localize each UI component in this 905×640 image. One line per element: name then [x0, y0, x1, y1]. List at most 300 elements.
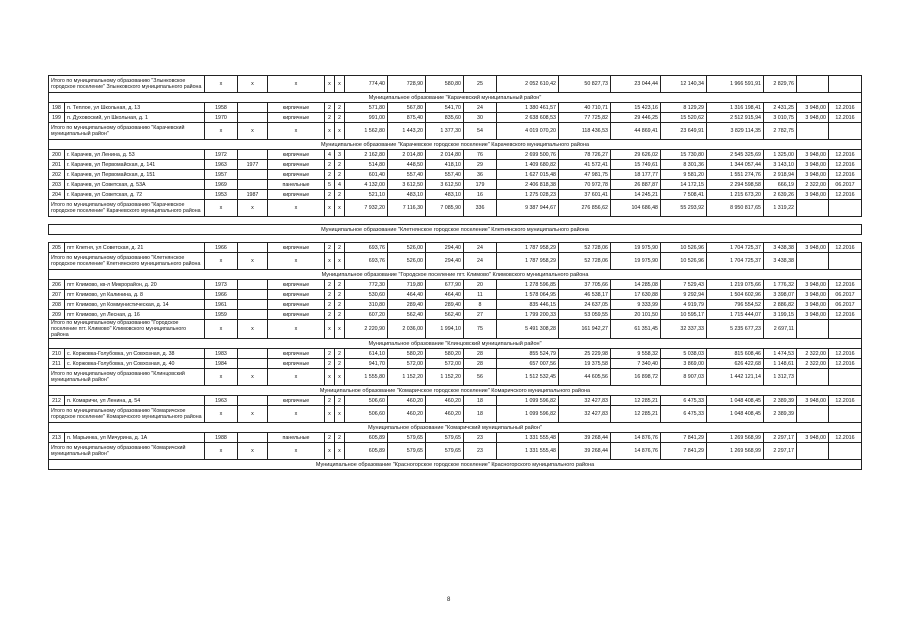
section-header-row: [49, 339, 862, 349]
table-cell: 14 876,76: [611, 443, 661, 460]
table-cell: кирпичные: [268, 396, 325, 406]
table-cell: 3 398,07: [764, 290, 797, 300]
section-header-row: [49, 270, 862, 280]
table-cell: 3 948,00: [797, 160, 829, 170]
table-cell: 2: [335, 300, 345, 310]
address-cell: п. Духовоский, ул Школьная, д. 1: [65, 113, 205, 123]
table-cell: 7 085,90: [426, 200, 464, 217]
table-cell: 580,80: [426, 76, 464, 93]
table-row: [49, 160, 862, 170]
table-cell: 12.2016: [829, 150, 862, 160]
table-cell: 605,89: [345, 433, 388, 443]
table-cell: кирпичные: [268, 113, 325, 123]
section-header-row: [49, 93, 862, 103]
table-cell: x: [325, 320, 335, 339]
table-cell: 12.2016: [829, 243, 862, 253]
subtotal-label: Итого по муниципальному образованию "Городское поселение пгт. Климово" Климовского муниципального района: [49, 320, 205, 339]
table-cell: 1963: [205, 396, 238, 406]
table-cell: 5: [325, 180, 335, 190]
table-cell: 7 932,20: [345, 200, 388, 217]
table-cell: 1987: [238, 190, 268, 200]
address-cell: пгт Климово, ул Коммунистическая, д. 14: [65, 300, 205, 310]
table-cell: 1 275 028,23: [497, 190, 559, 200]
subtotal-label: Итого по муниципальному образованию "Клетнянское городское поселение" Клетнянского муниципального района: [49, 253, 205, 270]
table-cell: 1 551 274,76: [707, 170, 764, 180]
table-cell: 29 446,25: [611, 113, 661, 123]
table-cell: 1 443,20: [388, 123, 426, 140]
table-cell: [829, 443, 862, 460]
table-cell: 54: [464, 123, 497, 140]
table-cell: 10 595,17: [661, 310, 707, 320]
table-cell: x: [238, 320, 268, 339]
table-cell: 78 726,27: [559, 150, 611, 160]
table-cell: 1 380 461,57: [497, 103, 559, 113]
table-cell: 506,60: [345, 406, 388, 423]
table-cell: 855 524,79: [497, 349, 559, 359]
table-cell: [238, 290, 268, 300]
table-cell: 1 215 673,20: [707, 190, 764, 200]
table-cell: 875,40: [388, 113, 426, 123]
table-cell: 9 558,32: [611, 349, 661, 359]
table-cell: 1 344 057,44: [707, 160, 764, 170]
table-cell: 1 787 958,29: [497, 243, 559, 253]
table-cell: 276 856,62: [559, 200, 611, 217]
table-cell: 2: [325, 433, 335, 443]
table-cell: 3 948,00: [797, 150, 829, 160]
row-number: 207: [49, 290, 65, 300]
table-cell: 2: [335, 359, 345, 369]
table-cell: 15 520,62: [661, 113, 707, 123]
address-cell: п. Комаричи, ул Ленина, д. 54: [65, 396, 205, 406]
housing-register-table: [48, 75, 862, 470]
section-title: Муниципальное образование "Комаричское городское поселение" Комаричского муниципального района: [49, 386, 862, 396]
table-cell: [797, 123, 829, 140]
table-cell: 7 529,43: [661, 280, 707, 290]
table-cell: [238, 359, 268, 369]
row-number: 209: [49, 310, 65, 320]
table-cell: 2: [325, 290, 335, 300]
table-cell: 2 886,82: [764, 300, 797, 310]
page-number: 8: [447, 597, 451, 603]
table-cell: 1 994,10: [426, 320, 464, 339]
table-cell: 24: [464, 253, 497, 270]
row-number: 204: [49, 190, 65, 200]
table-cell: 7 508,41: [661, 190, 707, 200]
table-cell: x: [268, 443, 325, 460]
table-cell: [238, 280, 268, 290]
table-cell: 626 422,68: [707, 359, 764, 369]
subtotal-row: [49, 200, 862, 217]
table-cell: 12.2016: [829, 190, 862, 200]
table-cell: [829, 76, 862, 93]
table-cell: 19 975,90: [611, 243, 661, 253]
table-cell: 614,10: [345, 349, 388, 359]
table-cell: кирпичные: [268, 150, 325, 160]
table-cell: 19 375,58: [559, 359, 611, 369]
table-cell: 36: [464, 170, 497, 180]
table-cell: 1 048 408,45: [707, 396, 764, 406]
table-cell: [238, 170, 268, 180]
table-cell: 7 841,29: [661, 443, 707, 460]
table-cell: 3 948,00: [797, 300, 829, 310]
table-cell: x: [205, 320, 238, 339]
table-cell: [238, 103, 268, 113]
table-cell: 12 285,21: [611, 406, 661, 423]
table-cell: 1 269 568,99: [707, 433, 764, 443]
table-cell: 991,00: [345, 113, 388, 123]
table-cell: [829, 369, 862, 386]
address-cell: с. Коржовка-Голубовка, ул Совхозная, д. 40: [65, 359, 205, 369]
subtotal-label: Итого по муниципальному образованию "Комаричский муниципальный район": [49, 443, 205, 460]
subtotal-row: [49, 406, 862, 423]
table-cell: 3 948,00: [797, 190, 829, 200]
table-cell: [238, 180, 268, 190]
table-cell: x: [335, 123, 345, 140]
table-cell: 464,40: [388, 290, 426, 300]
table-cell: 3 869,00: [661, 359, 707, 369]
table-row: [49, 300, 862, 310]
table-cell: 12 285,21: [611, 396, 661, 406]
row-number: 202: [49, 170, 65, 180]
section-title: Муниципальное образование "Красногорское городское поселение" Красногорского муниципального района: [49, 460, 862, 470]
section-header-row: [49, 225, 862, 235]
table-cell: 2 162,80: [345, 150, 388, 160]
table-cell: 4: [335, 180, 345, 190]
table-cell: 17 630,88: [611, 290, 661, 300]
table-cell: 1 512 532,45: [497, 369, 559, 386]
table-cell: 2: [335, 103, 345, 113]
table-cell: 55 293,92: [661, 200, 707, 217]
table-cell: 2: [325, 170, 335, 180]
table-cell: x: [335, 406, 345, 423]
row-number: 199: [49, 113, 65, 123]
table-cell: 2 322,00: [797, 359, 829, 369]
table-cell: 24: [464, 103, 497, 113]
table-cell: 41 572,41: [559, 160, 611, 170]
table-cell: x: [238, 443, 268, 460]
table-cell: 29: [464, 160, 497, 170]
table-cell: 579,65: [388, 443, 426, 460]
table-cell: 526,00: [388, 243, 426, 253]
table-cell: [238, 396, 268, 406]
table-cell: 1977: [238, 160, 268, 170]
table-cell: x: [325, 443, 335, 460]
table-cell: 2: [335, 280, 345, 290]
table-cell: 460,20: [426, 396, 464, 406]
table-cell: 23 044,44: [611, 76, 661, 93]
address-cell: г. Карачев, ул Советская, д. 53А: [65, 180, 205, 190]
section-header-row: [49, 386, 862, 396]
subtotal-label: Итого по муниципальному образованию "Карачевское городское поселение" Карачевского муниципального района: [49, 200, 205, 217]
section-title: Муниципальное образование "Городское поселение пгт. Климово" Климовского муниципального района: [49, 270, 862, 280]
table-cell: 11: [464, 290, 497, 300]
table-cell: 774,40: [345, 76, 388, 93]
table-cell: 2 014,80: [388, 150, 426, 160]
table-cell: кирпичные: [268, 160, 325, 170]
table-cell: 2: [325, 160, 335, 170]
table-cell: 9 292,94: [661, 290, 707, 300]
address-cell: пгт Климово, кв-л Микрорайон, д. 20: [65, 280, 205, 290]
row-number: 198: [49, 103, 65, 113]
subtotal-label: Итого по муниципальному образованию "Комаричское городское поселение" Комаричского муниципального района: [49, 406, 205, 423]
table-cell: x: [238, 406, 268, 423]
address-cell: г. Карачев, ул Первомайская, д. 141: [65, 160, 205, 170]
table-cell: 3 948,00: [797, 113, 829, 123]
table-cell: 9 333,99: [611, 300, 661, 310]
table-cell: 601,40: [345, 170, 388, 180]
row-number: 211: [49, 359, 65, 369]
table-cell: 772,30: [345, 280, 388, 290]
table-cell: 567,80: [388, 103, 426, 113]
table-cell: 44 869,41: [611, 123, 661, 140]
table-cell: 8 129,29: [661, 103, 707, 113]
table-cell: [797, 200, 829, 217]
table-cell: 1984: [205, 359, 238, 369]
table-cell: [238, 349, 268, 359]
table-row: [49, 103, 862, 113]
table-cell: 2: [335, 349, 345, 359]
table-cell: 1 316 198,41: [707, 103, 764, 113]
table-cell: 336: [464, 200, 497, 217]
table-cell: 28: [464, 349, 497, 359]
table-cell: 526,00: [388, 253, 426, 270]
table-cell: 2: [325, 396, 335, 406]
table-row: [49, 396, 862, 406]
table-cell: 1 409 680,82: [497, 160, 559, 170]
subtotal-row: [49, 76, 862, 93]
table-cell: 1 152,20: [426, 369, 464, 386]
table-cell: 20 101,50: [611, 310, 661, 320]
address-cell: г. Карачев, ул Советская, д. 72: [65, 190, 205, 200]
table-cell: 75: [464, 320, 497, 339]
table-cell: 2: [335, 170, 345, 180]
table-cell: [829, 320, 862, 339]
table-cell: 483,10: [388, 190, 426, 200]
table-cell: 15 749,61: [611, 160, 661, 170]
table-cell: 32 427,83: [559, 396, 611, 406]
table-cell: 1983: [205, 349, 238, 359]
table-cell: [238, 150, 268, 160]
row-number: 213: [49, 433, 65, 443]
table-cell: 1988: [205, 433, 238, 443]
table-cell: 2 512 915,94: [707, 113, 764, 123]
table-cell: 37 705,66: [559, 280, 611, 290]
table-cell: 1 787 958,29: [497, 253, 559, 270]
table-cell: 572,00: [426, 359, 464, 369]
table-cell: 18: [464, 396, 497, 406]
table-cell: 2 297,17: [764, 433, 797, 443]
table-cell: 30: [464, 113, 497, 123]
table-cell: x: [205, 406, 238, 423]
table-cell: 14 876,76: [611, 433, 661, 443]
address-cell: пгт Клетня, ул Советская, д. 21: [65, 243, 205, 253]
table-cell: x: [268, 76, 325, 93]
table-cell: кирпичные: [268, 190, 325, 200]
table-cell: 12.2016: [829, 113, 862, 123]
table-cell: x: [268, 369, 325, 386]
table-cell: x: [268, 253, 325, 270]
table-cell: 1 562,80: [345, 123, 388, 140]
table-cell: 2 406 818,38: [497, 180, 559, 190]
table-cell: 1969: [205, 180, 238, 190]
table-cell: 289,40: [388, 300, 426, 310]
table-cell: 2: [325, 103, 335, 113]
table-cell: 52 728,06: [559, 253, 611, 270]
table-cell: 1 099 596,82: [497, 406, 559, 423]
table-cell: 605,89: [345, 443, 388, 460]
table-cell: 12.2016: [829, 280, 862, 290]
table-cell: 514,80: [345, 160, 388, 170]
table-cell: x: [335, 443, 345, 460]
table-cell: 2 699 500,76: [497, 150, 559, 160]
table-cell: 2: [325, 280, 335, 290]
section-header-row: [49, 140, 862, 150]
table-cell: 2: [325, 300, 335, 310]
table-cell: 815 608,46: [707, 349, 764, 359]
table-cell: [238, 113, 268, 123]
table-cell: 2 697,11: [764, 320, 797, 339]
table-cell: x: [325, 200, 335, 217]
table-cell: 460,20: [426, 406, 464, 423]
table-cell: 2 389,39: [764, 406, 797, 423]
table-cell: x: [205, 76, 238, 93]
table-cell: 579,65: [388, 433, 426, 443]
table-cell: 1961: [205, 300, 238, 310]
subtotal-row: [49, 369, 862, 386]
table-cell: x: [205, 369, 238, 386]
table-cell: 2 052 610,42: [497, 76, 559, 93]
table-cell: 2 545 325,69: [707, 150, 764, 160]
section-title: Муниципальное образование "Клетнянское городское поселение" Клетнянского муниципального района: [49, 225, 862, 235]
table-cell: 20: [464, 280, 497, 290]
table-cell: 1 319,22: [764, 200, 797, 217]
address-cell: п. Теплое, ул Школьная, д. 13: [65, 103, 205, 113]
subtotal-label: Итого по муниципальному образованию "Клинцовский муниципальный район": [49, 369, 205, 386]
table-cell: 1963: [205, 160, 238, 170]
table-cell: 2 782,75: [764, 123, 797, 140]
table-cell: 24: [464, 243, 497, 253]
section-title: Муниципальное образование "Карачевский муниципальный район": [49, 93, 862, 103]
table-cell: 3: [335, 150, 345, 160]
table-cell: [829, 253, 862, 270]
table-cell: 47 981,75: [559, 170, 611, 180]
table-cell: x: [335, 253, 345, 270]
table-cell: 70 972,78: [559, 180, 611, 190]
table-cell: 53 059,55: [559, 310, 611, 320]
table-cell: 4 019 070,20: [497, 123, 559, 140]
table-cell: 3 948,00: [797, 280, 829, 290]
table-cell: 580,20: [426, 349, 464, 359]
subtotal-row: [49, 443, 862, 460]
table-cell: 2 014,80: [426, 150, 464, 160]
table-cell: 506,60: [345, 396, 388, 406]
table-cell: 579,65: [426, 443, 464, 460]
table-cell: x: [335, 200, 345, 217]
table-cell: 3 010,75: [764, 113, 797, 123]
table-cell: x: [205, 200, 238, 217]
table-cell: 16: [464, 190, 497, 200]
table-cell: 666,19: [764, 180, 797, 190]
table-cell: 14 245,21: [611, 190, 661, 200]
table-cell: 1 555,80: [345, 369, 388, 386]
table-cell: 39 268,44: [559, 433, 611, 443]
table-row: [49, 349, 862, 359]
table-cell: кирпичные: [268, 280, 325, 290]
table-cell: 26 887,87: [611, 180, 661, 190]
table-cell: 693,76: [345, 253, 388, 270]
table-cell: [238, 300, 268, 310]
address-cell: с. Коржовка-Голубовка, ул Совхозная, д. 38: [65, 349, 205, 359]
table-cell: x: [268, 320, 325, 339]
table-cell: 104 686,48: [611, 200, 661, 217]
table-cell: 579,65: [426, 433, 464, 443]
table-cell: 6 475,33: [661, 396, 707, 406]
table-cell: 3 438,38: [764, 243, 797, 253]
table-cell: 9 387 944,67: [497, 200, 559, 217]
table-cell: 77 725,82: [559, 113, 611, 123]
table-cell: 1 099 596,82: [497, 396, 559, 406]
section-header-row: [49, 423, 862, 433]
section-title: Муниципальное образование "Клинцовский муниципальный район": [49, 339, 862, 349]
table-cell: x: [325, 369, 335, 386]
table-cell: 32 337,33: [661, 320, 707, 339]
table-cell: 1 278 596,85: [497, 280, 559, 290]
spacer-cell: [49, 235, 862, 243]
table-cell: 460,20: [388, 396, 426, 406]
table-cell: 1 776,32: [764, 280, 797, 290]
table-cell: 1 312,73: [764, 369, 797, 386]
table-cell: 3 948,00: [797, 290, 829, 300]
table-cell: 657 007,56: [497, 359, 559, 369]
table-cell: 693,76: [345, 243, 388, 253]
table-cell: 310,80: [345, 300, 388, 310]
table-cell: 6 475,33: [661, 406, 707, 423]
table-cell: 3 948,00: [797, 243, 829, 253]
table-cell: x: [238, 200, 268, 217]
table-cell: 44 605,56: [559, 369, 611, 386]
table-cell: x: [325, 123, 335, 140]
table-cell: 9 581,20: [661, 170, 707, 180]
table-row: [49, 170, 862, 180]
row-number: 205: [49, 243, 65, 253]
row-number: 201: [49, 160, 65, 170]
table-row: [49, 150, 862, 160]
table-cell: 557,40: [388, 170, 426, 180]
table-cell: 1 377,30: [426, 123, 464, 140]
table-cell: x: [205, 443, 238, 460]
table-cell: x: [205, 123, 238, 140]
table-cell: 2 431,25: [764, 103, 797, 113]
subtotal-row: [49, 123, 862, 140]
table-cell: 3 948,00: [797, 433, 829, 443]
table-cell: x: [268, 200, 325, 217]
table-cell: x: [268, 406, 325, 423]
table-cell: 23 649,91: [661, 123, 707, 140]
table-cell: 1 799 200,33: [497, 310, 559, 320]
table-cell: 16 898,72: [611, 369, 661, 386]
table-cell: 1 331 555,48: [497, 443, 559, 460]
row-number: 203: [49, 180, 65, 190]
table-cell: 7 340,40: [611, 359, 661, 369]
table-cell: x: [325, 253, 335, 270]
table-cell: 5 038,03: [661, 349, 707, 359]
table-cell: 1 331 555,48: [497, 433, 559, 443]
table-cell: 2: [335, 160, 345, 170]
table-cell: 3 438,38: [764, 253, 797, 270]
table-cell: 289,40: [426, 300, 464, 310]
table-cell: 52 728,06: [559, 243, 611, 253]
table-cell: 2: [325, 243, 335, 253]
